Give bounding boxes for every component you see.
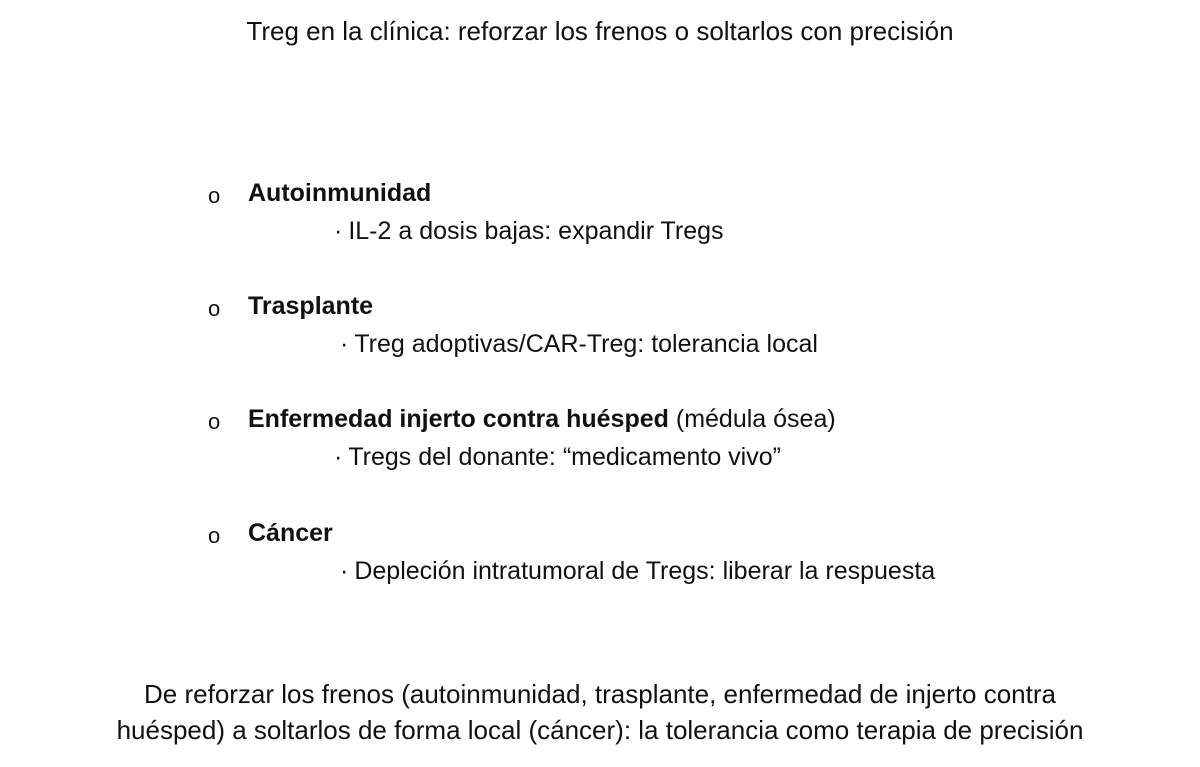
item-heading-bold: Enfermedad injerto contra huésped [248, 405, 669, 433]
item-heading [248, 516, 333, 550]
item-detail [334, 440, 781, 474]
dot-bullet-icon: · [334, 443, 343, 471]
item-detail-text: Tregs del donante: “medicamento vivo” [348, 443, 781, 471]
hollow-bullet-icon: o [208, 296, 221, 321]
item-heading-bold: Trasplante [248, 292, 374, 320]
slide-title: Treg en la clínica: reforzar los frenos o soltarlos con precisión [246, 16, 954, 46]
conclusion-line-2: huésped) a soltarlos de forma local (cáncer): la tolerancia como terapia de precisión [116, 715, 1084, 745]
item-detail [340, 327, 818, 361]
item-heading-suffix: (médula ósea) [668, 405, 836, 433]
conclusion-text [0, 676, 1200, 748]
item-heading [248, 289, 373, 323]
hollow-bullet-icon: o [208, 409, 221, 434]
item-detail-text: IL-2 a dosis bajas: expandir Tregs [348, 217, 724, 245]
item-detail-text: Treg adoptivas/CAR-Treg: tolerancia local [354, 330, 818, 358]
item-heading-bold: Autoinmunidad [248, 179, 432, 207]
item-heading [248, 176, 431, 210]
dot-bullet-icon: · [340, 557, 349, 585]
dot-bullet-icon: · [334, 217, 343, 245]
item-detail-text: Depleción intratumoral de Tregs: liberar la respuesta [354, 557, 936, 585]
item-heading [248, 402, 836, 436]
conclusion-line-1: De reforzar los frenos (autoinmunidad, trasplante, enfermedad de injerto contra [144, 679, 1056, 709]
item-detail [340, 554, 935, 588]
hollow-bullet-icon: o [208, 183, 221, 208]
item-detail [334, 214, 724, 248]
item-heading-bold: Cáncer [248, 519, 333, 547]
dot-bullet-icon: · [340, 330, 349, 358]
hollow-bullet-icon: o [208, 523, 221, 548]
